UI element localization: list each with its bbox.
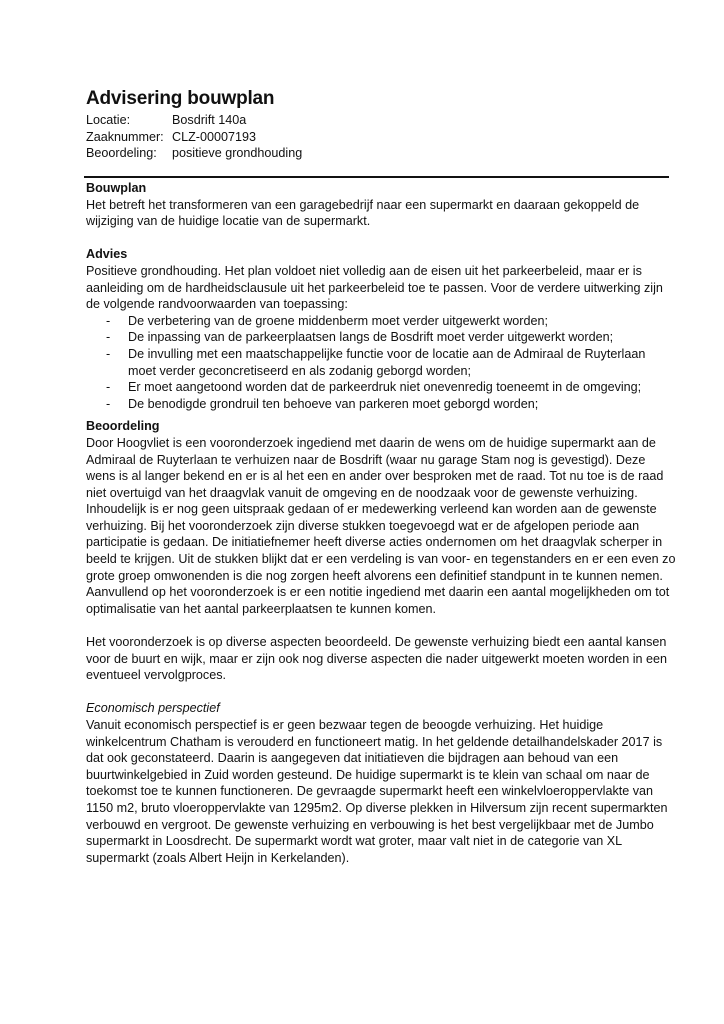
meta-label: Beoordeling: [86, 146, 157, 161]
list-item: - De invulling met een maatschappelijke functie voor de locatie aan de Admiraal de Ruyterlaan moet verder geconcretiseerd en als zodanig geborgd worden; [86, 346, 676, 379]
meta-label: Zaaknummer: [86, 129, 164, 144]
list-item: - Er moet aangetoond worden dat de parkeerdruk niet onevenredig toeneemt in de omgeving; [86, 379, 676, 396]
meta-value: Bosdrift 140a [172, 113, 247, 127]
document-body [86, 180, 676, 866]
document-title: Advisering bouwplan [86, 88, 275, 109]
section-text: Positieve grondhouding. Het plan voldoet niet volledig aan de eisen uit het parkeerbeleid, maar er is aanleiding om de hardheidsclausule uit het parkeerbeleid toe te passen. Voor de verdere uitwerking zijn de volgende randvoorwaarden van toepassing: [86, 263, 663, 312]
section-economisch-perspectief [86, 700, 676, 866]
subsection-heading: Economisch perspectief [86, 701, 220, 716]
section-text: Door Hoogvliet is een vooronderzoek ingediend met daarin de wens om de huidige supermarkt aan de Admiraal de Ruyterlaan te verhuizen naar de Bosdrift (waar nu garage Stam nog is gevestigd). Deze wens is al langer bekend en er is al het een en ander over besproken met de raad. Tot nu toe is de raad niet overtuigd van het draagvlak vanuit de omgeving en de noodzaak voor de gewenste verhuizing. Inhoudelijk is er nog geen uitspraak gedaan of er medewerking verleend kan worden aan de gewenste verhuizing. Bij het vooronderzoek zijn diverse stukken toegevoegd wat er de afgelopen periode aan participatie is gedaan. De initiatiefnemer heeft diverse acties ondernomen om het draagvlak scherper in beeld te krijgen. Uit de stukken blijkt dat er een verdeling is van voor- en tegenstanders en er een even zo grote groep omwonenden is die nog zorgen heeft alvorens een definitief standpunt in te kunnen nemen. Aanvullend op het vooronderzoek is er een notitie ingediend met daarin een aantal mogelijkheden om tot optimalisatie van het aantal parkeerplaatsen te kunnen komen. [86, 435, 676, 616]
section-beoordeling [86, 418, 676, 684]
section-heading: Beoordeling [86, 419, 160, 434]
section-text: Vanuit economisch perspectief is er geen bezwaar tegen de beoogde verhuizing. Het huidige winkelcentrum Chatham is verouderd en functioneert matig. In het geldende detailhandelskader 2017 is dat ook geconstateerd. Daarin is aangegeven dat initiatieven die bijdragen aan behoud van een buurtwinkelgebied in Zuid worden gesteund. De huidige supermarkt is te klein van schaal om naar de toekomst toe te kunnen functioneren. De gevraagde supermarkt heeft een winkelvloeroppervlakte van 1150 m2, bruto vloeroppervlakte van 1295m2. Op diverse plekken in Hilversum zijn recent supermarkten verbouwd en vergroot. De gewenste verhuizing en verbouwing is het best vergelijkbaar met de Jumbo supermarkt in Loosdrecht. De supermarkt wordt wat groter, maar valt niet in de categorie van XL supermarkt (zoals Albert Heijn in Kerkelanden). [86, 718, 668, 865]
meta-value: CLZ-00007193 [172, 129, 257, 144]
horizontal-rule [84, 176, 669, 178]
section-heading: Advies [86, 247, 128, 262]
list-item: - De inpassing van de parkeerplaatsen langs de Bosdrift moet verder uitgewerkt worden; [86, 329, 676, 346]
section-advies [86, 246, 676, 412]
meta-label: Locatie: [86, 113, 131, 127]
meta-value: positieve grondhouding [172, 146, 303, 161]
meta-locatie [86, 112, 676, 129]
conditions-list [86, 313, 676, 413]
list-item: - De benodigde grondruil ten behoeve van parkeren moet geborgd worden; [86, 396, 676, 413]
meta-beoordeling [86, 145, 676, 162]
section-text: Het betreft het transformeren van een garagebedrijf naar een supermarkt en daaraan gekoppeld de wijziging van de huidige locatie van de supermarkt. [86, 197, 640, 229]
section-bouwplan [86, 180, 676, 230]
section-heading: Bouwplan [86, 181, 147, 195]
meta-zaaknummer [86, 129, 676, 146]
section-text: Het vooronderzoek is op diverse aspecten beoordeeld. De gewenste verhuizing biedt een aantal kansen voor de buurt en wijk, maar er zijn ook nog diverse aspecten die nader uitgewerkt moeten worden in een eventueel vervolgproces. [86, 635, 668, 683]
list-item: - De verbetering van de groene middenberm moet verder uitgewerkt worden; [86, 313, 676, 330]
document-header [86, 88, 676, 162]
